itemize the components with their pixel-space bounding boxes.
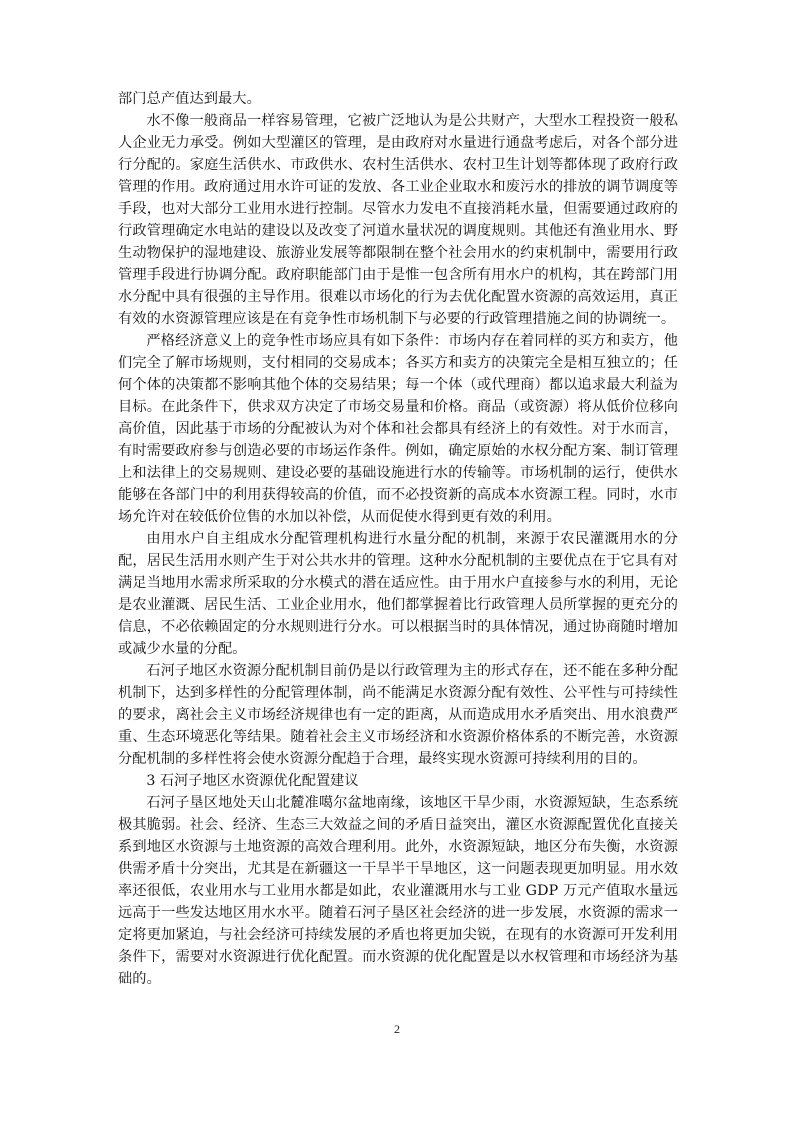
paragraph-optimization: 石河子垦区地处天山北麓准噶尔盆地南缘，该地区干旱少雨，水资源短缺，生态系统极其脆弱。社会、经济、生态三大效益之间的矛盾日益突出，灌区水资源配置优化直接关系到地区水资源与土地资源的高效合理利用。此外，水资源短缺，地区分布失衡，水资源供需矛盾十分突出，尤其是在新疆这一干旱半干旱地区，这一问题表现更加明显。用水效率还很低，农业用水与工业用水都是如此，农业灌溉用水与工业 GDP 万元产值取水量远远高于一些发达地区用水水平。随着石河子垦区社会经济的进一步发展，水资源的需求一定将更加紧迫，与社会经济可持续发展的矛盾也将更加尖锐，在现有的水资源可开发利用条件下，需要对水资源进行优化配置。而水资源的优化配置是以水权管理和市场经济为基础的。: [118, 795, 678, 987]
page-number: 2: [394, 1022, 400, 1036]
paragraph-water-management: 水不像一般商品一样容易管理，它被广泛地认为是公共财产，大型水工程投资一般私人企业无力承受。例如大型灌区的管理，是由政府对水量进行通盘考虑后，对各个部分进行分配的。家庭生活供水、市政供水、农村生活供水、农村卫生计划等都体现了政府行政管理的作用。政府通过用水许可证的发放、各工业企业取水和废污水的排放的调节调度等手段，也对大部分工业用水进行控制。尽管水力发电不直接消耗水量，但需要通过政府的行政管理确定水电站的建设以及改变了河道水量状况的调度规则。其他还有渔业用水、野生动物保护的湿地建设、旅游业发展等都限制在整个社会用水的约束机制中，需要用行政管理手段进行协调分配。政府职能部门由于是惟一包含所有用水户的机构，其在跨部门用水分配中具有很强的主导作用。很难以市场化的行为去优化配置水资源的高效运用，真正有效的水资源管理应该是在有竞争性市场机制下与必要的行政管理措施之间的协调统一。: [118, 113, 678, 327]
paragraph-shihezi-mechanism: 石河子地区水资源分配机制目前仍是以行政管理为主的形式存在，还不能在多种分配机制下，达到多样性的分配管理体制，尚不能满足水资源分配有效性、公平性与可持续性的要求，离社会主义市场经济规律也有一定的距离，从而造成用水矛盾突出、用水浪费严重、生态环境恶化等结果。随着社会主义市场经济和水资源价格体系的不断完善，水资源分配机制的多样性将会使水资源分配趋于合理，最终实现水资源可持续利用的目的。: [118, 663, 678, 767]
paragraph-competitive-market: 严格经济意义上的竞争性市场应具有如下条件：市场内存在着同样的买方和卖方，他们完全了解市场规则，支付相同的交易成本；各买方和卖方的决策完全是相互独立的；任何个体的决策都不影响其他个体的交易结果；每一个体（或代理商）都以追求最大利益为目标。在此条件下，供求双方决定了市场交易量和价格。商品（或资源）将从低价位移向高价值，因此基于市场的分配被认为对个体和社会都具有经济上的有效性。对于水而言，有时需要政府参与创造必要的市场运作条件。例如，确定原始的水权分配方案、制订管理上和法律上的交易规则、建设必要的基础设施进行水的传输等。市场机制的运行，使供水能够在各部门中的利用获得较高的价值，而不必投资新的高成本水资源工程。同时，水市场允许对在较低价位售的水加以补偿，从而促使水得到更有效的利用。: [118, 333, 678, 525]
section-heading: 3 石河子地区水资源优化配置建议: [146, 773, 359, 789]
paragraph-continuation: 部门总产值达到最大。: [118, 91, 261, 107]
document-page: [118, 88, 678, 990]
paragraph-user-allocation: 由用水户自主组成水分配管理机构进行水量分配的机制，来源于农民灌溉用水的分配，居民生活用水则产生于对公共水井的管理。这种水分配机制的主要优点在于它具有对满足当地用水需求所采取的分水模式的潜在适应性。由于用水户直接参与水的利用，无论是农业灌溉、居民生活、工业企业用水，他们都掌握着比行政管理人员所掌握的更充分的信息，不必依赖固定的分水规则进行分水。可以根据当时的具体情况，通过协商随时增加或减少水量的分配。: [118, 531, 678, 657]
